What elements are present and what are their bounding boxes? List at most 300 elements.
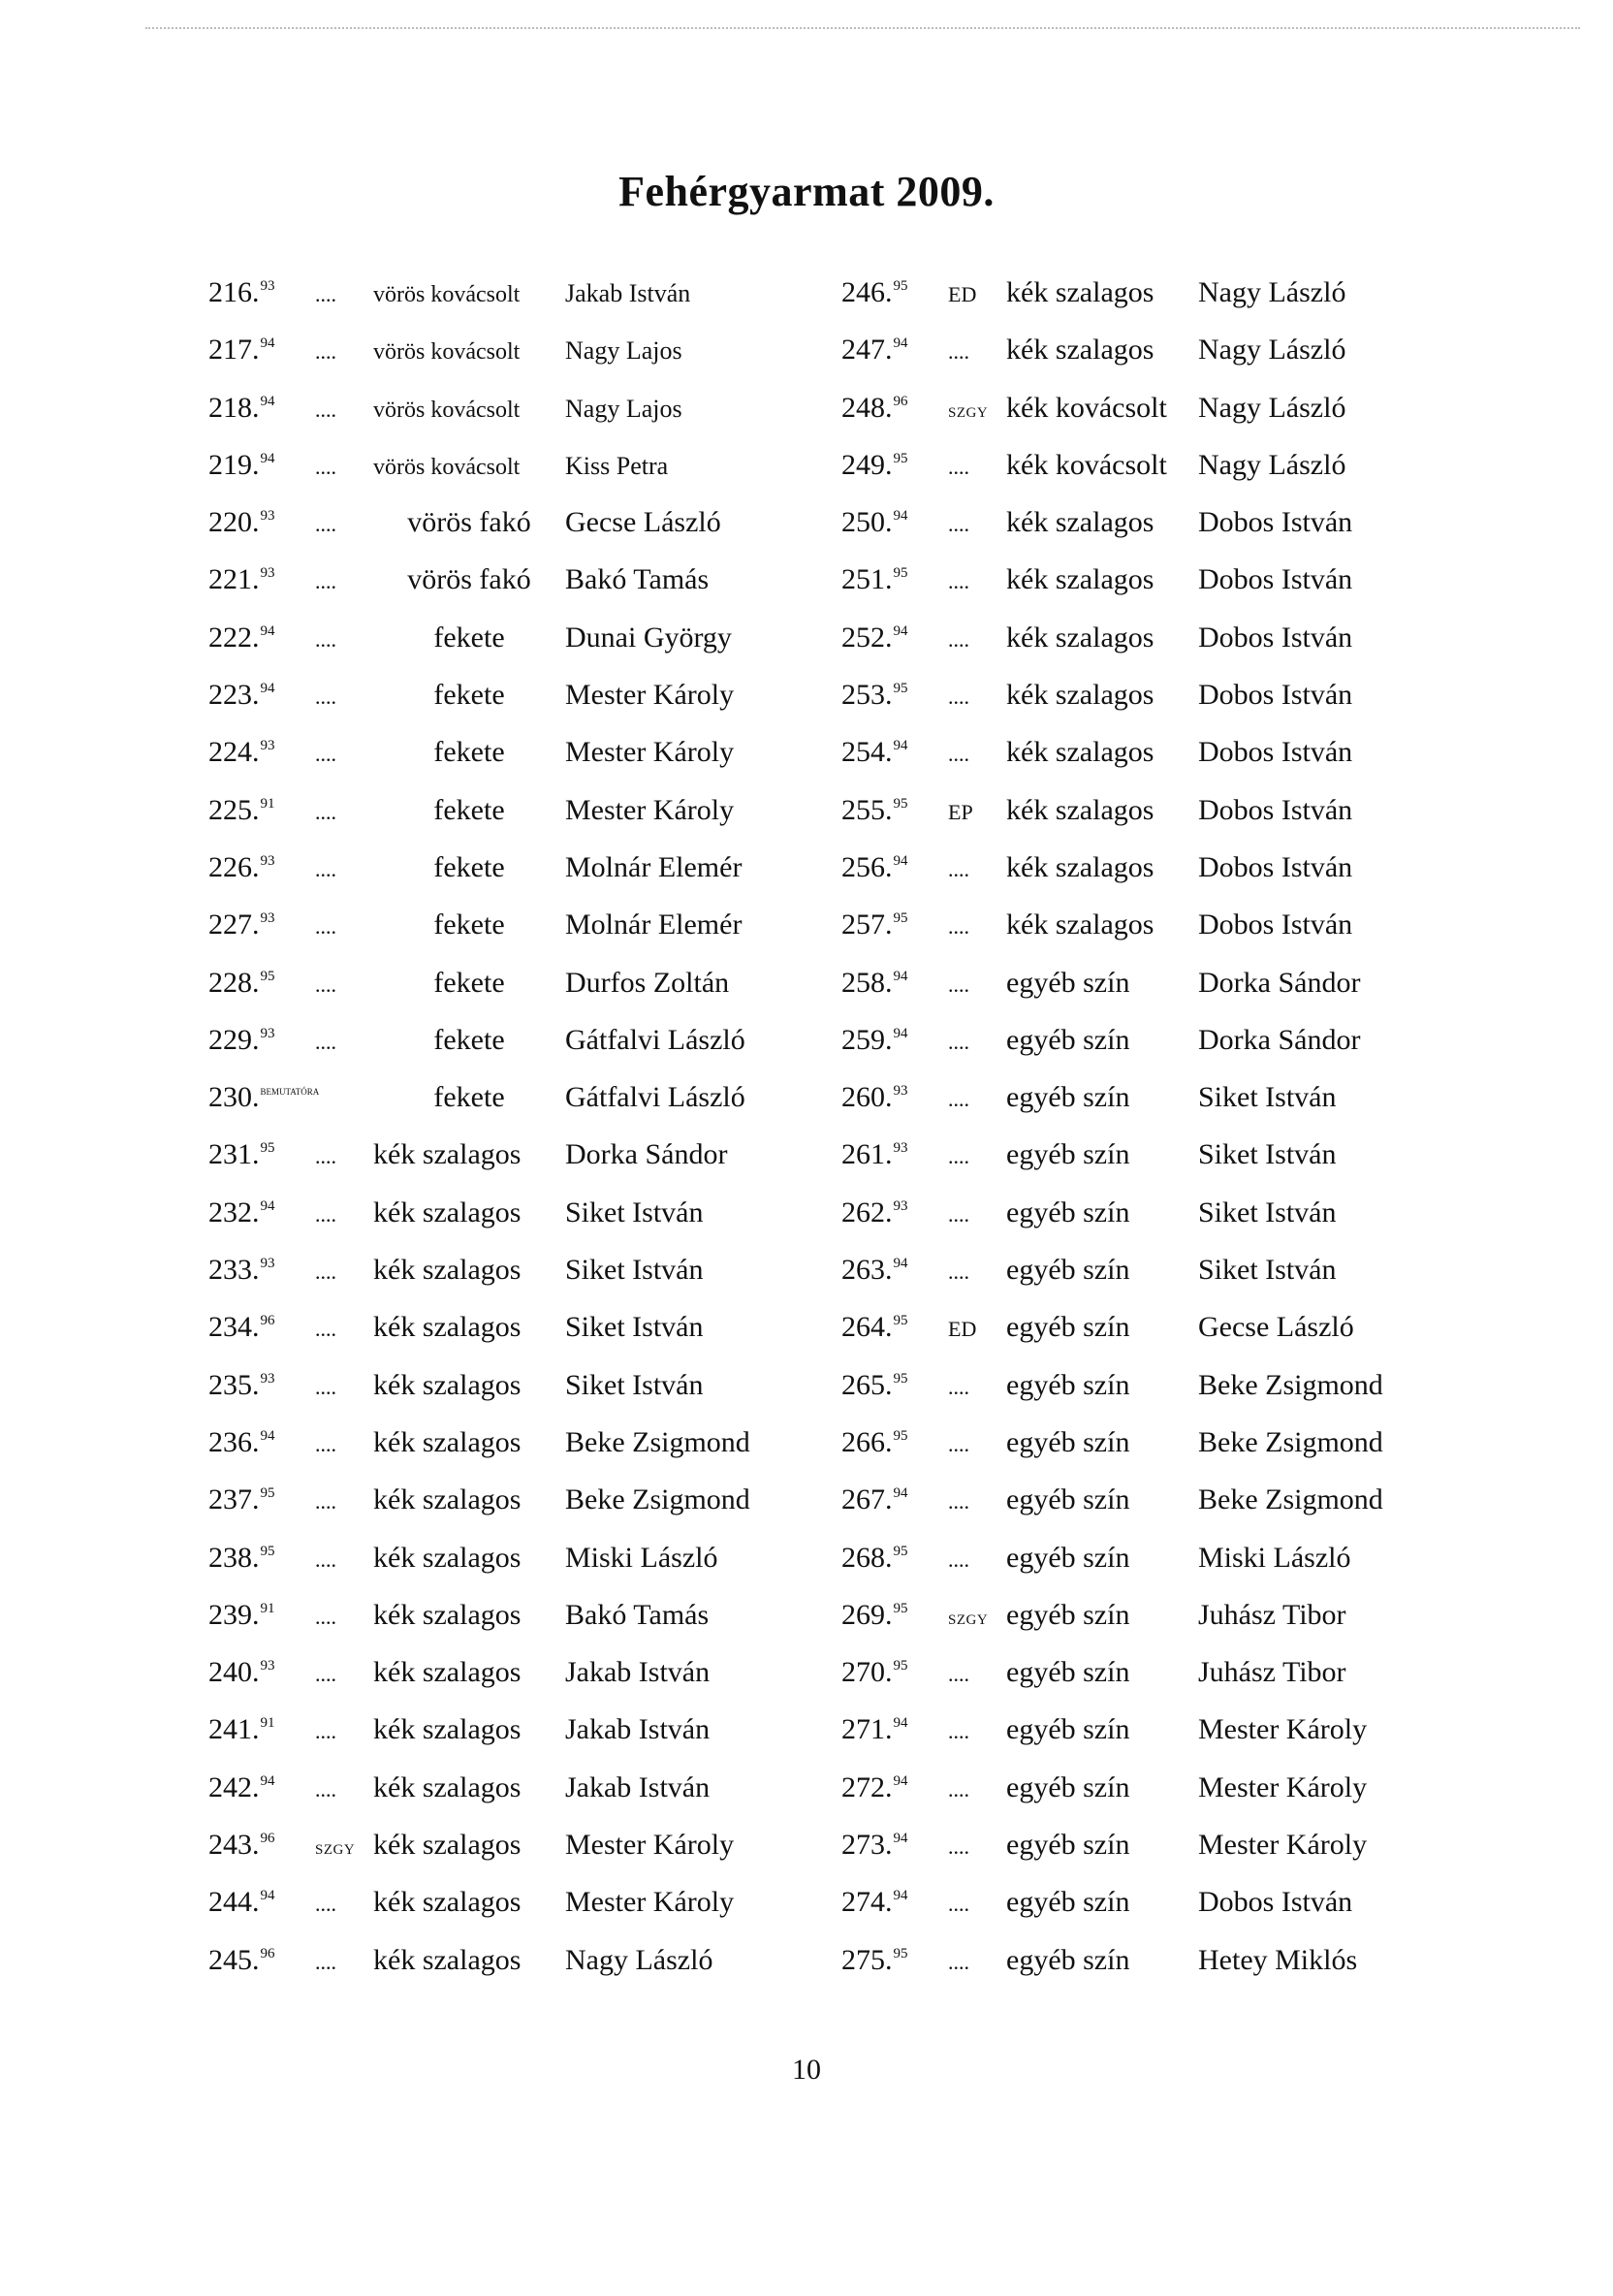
entry-number-value: 252. [841, 621, 893, 654]
entry-year: 93 [260, 738, 275, 754]
scan-edge-line [145, 27, 1580, 29]
entry-number-value: 220. [208, 506, 260, 539]
entry-number-value: 243. [208, 1829, 260, 1862]
entry-color: egyéb szín [1006, 1598, 1130, 1631]
list-item [841, 851, 1383, 909]
entry-number [841, 1713, 948, 1746]
entry-mark: .... [948, 972, 969, 997]
entry-number-value: 230. [208, 1081, 260, 1114]
entry-year: 95 [893, 278, 908, 294]
list-item [841, 622, 1383, 679]
entry-number [208, 449, 315, 482]
entry-mark: .... [948, 569, 969, 594]
entry-number-value: 235. [208, 1368, 260, 1401]
entry-mark: .... [315, 1260, 336, 1285]
entry-owner: Beke Zsigmond [1198, 1425, 1383, 1458]
entry-color: egyéb szín [1006, 1656, 1130, 1689]
entry-owner: Nagy László [1198, 391, 1346, 424]
entry-number-value: 249. [841, 448, 893, 481]
entry-year: 95 [893, 1313, 908, 1329]
entry-number-value: 234. [208, 1311, 260, 1344]
entry-owner: Dobos István [1198, 563, 1353, 596]
entry-number-value: 250. [841, 506, 893, 539]
entry-number [841, 851, 948, 884]
entry-color: kék szalagos [1006, 563, 1154, 596]
entry-number-value: 259. [841, 1023, 893, 1056]
entry-color: vörös fakó [407, 506, 531, 539]
right-column [841, 276, 1383, 2001]
entry-number-value: 268. [841, 1541, 893, 1574]
entry-owner: Dobos István [1198, 679, 1353, 712]
entry-mark: .... [315, 685, 336, 710]
entry-number [208, 679, 315, 712]
entry-color: kék szalagos [373, 1254, 522, 1287]
entry-owner: Mester Károly [1198, 1829, 1368, 1862]
entry-number [841, 334, 948, 367]
entry-number-value: 273. [841, 1829, 893, 1862]
entry-owner: Dobos István [1198, 850, 1353, 883]
list-item [208, 1311, 750, 1368]
list-item [208, 392, 750, 449]
entry-mark: .... [948, 1087, 969, 1112]
list-item [841, 736, 1383, 793]
entry-color: egyéb szín [1006, 1368, 1130, 1401]
entry-owner: Siket István [565, 1254, 704, 1287]
list-item [208, 622, 750, 679]
entry-mark: .... [948, 1374, 969, 1399]
list-item [841, 1196, 1383, 1254]
list-item [208, 1829, 750, 1886]
entry-color: egyéb szín [1006, 1425, 1130, 1458]
entry-number [841, 1771, 948, 1804]
entry-year: 94 [893, 335, 908, 352]
entry-color: kék szalagos [1006, 506, 1154, 539]
entry-year: 95 [893, 565, 908, 582]
entry-color: kék szalagos [373, 1541, 522, 1574]
list-item [841, 909, 1383, 966]
entry-year: 95 [260, 1140, 275, 1157]
list-item [208, 1196, 750, 1254]
entry-year: 96 [893, 393, 908, 409]
entry-number [208, 1196, 315, 1229]
list-item [841, 679, 1383, 736]
entry-number [208, 1369, 315, 1402]
entry-number-value: 266. [841, 1425, 893, 1458]
entry-owner: Durfos Zoltán [565, 966, 730, 999]
list-item [841, 563, 1383, 621]
entry-owner: Dorka Sándor [565, 1138, 728, 1171]
entry-number [208, 1886, 315, 1919]
entry-number-value: 227. [208, 909, 260, 941]
entry-year: 95 [893, 1543, 908, 1559]
entry-color: egyéb szín [1006, 1770, 1130, 1803]
entry-year: 95 [260, 1485, 275, 1502]
entry-owner: Beke Zsigmond [1198, 1483, 1383, 1516]
entry-number-value: 255. [841, 793, 893, 826]
entry-number-value: 228. [208, 966, 260, 999]
entry-number [208, 334, 315, 367]
entry-number [208, 794, 315, 827]
entry-number [841, 1599, 948, 1632]
entry-number [841, 1656, 948, 1689]
entry-color: egyéb szín [1006, 1023, 1130, 1056]
entry-number [841, 563, 948, 596]
list-item [841, 1254, 1383, 1311]
entry-number [841, 392, 948, 425]
entry-number [841, 1829, 948, 1862]
entry-year: 94 [893, 1888, 908, 1904]
entry-color: fekete [433, 1081, 505, 1114]
entry-number [208, 1024, 315, 1057]
entry-year: 95 [893, 1370, 908, 1387]
entry-year: 95 [893, 1427, 908, 1444]
entry-number-value: 216. [208, 276, 260, 308]
entry-number [208, 1311, 315, 1344]
entry-number-value: 225. [208, 793, 260, 826]
entry-number [208, 736, 315, 769]
entry-number-value: 238. [208, 1541, 260, 1574]
entry-owner: Gátfalvi László [565, 1023, 745, 1056]
list-item [208, 1138, 750, 1196]
entry-year: 94 [893, 1831, 908, 1847]
entry-owner: Bakó Tamás [565, 1598, 710, 1631]
list-item [208, 276, 750, 334]
entry-owner: Mester Károly [565, 1829, 735, 1862]
list-item [208, 1713, 750, 1770]
entry-year: 94 [260, 1427, 275, 1444]
entry-number-value: 275. [841, 1943, 893, 1976]
entry-color: kék szalagos [373, 1598, 522, 1631]
entry-number [208, 967, 315, 1000]
entry-number [208, 276, 315, 309]
page-title: Fehérgyarmat 2009. [618, 168, 995, 215]
entry-mark: .... [315, 1374, 336, 1399]
list-item [841, 1311, 1383, 1368]
entry-owner: Nagy László [1198, 276, 1346, 308]
entry-owner: Dobos István [1198, 736, 1353, 769]
list-item [841, 1944, 1383, 2001]
entry-owner: Mester Károly [1198, 1770, 1368, 1803]
entry-color: kék szalagos [373, 1770, 522, 1803]
list-item [208, 1542, 750, 1599]
entry-color: fekete [433, 793, 505, 826]
entry-color: vörös kovácsolt [373, 339, 521, 366]
entry-number [208, 1081, 320, 1114]
entry-year: 94 [260, 1197, 275, 1214]
entry-year: 94 [893, 1715, 908, 1732]
entry-owner: Bakó Tamás [565, 563, 710, 596]
entry-number [841, 1886, 948, 1919]
list-item [841, 1369, 1383, 1426]
list-item [841, 967, 1383, 1024]
entry-number-value: 218. [208, 391, 260, 424]
list-item [841, 1599, 1383, 1656]
entry-mark: .... [948, 1949, 969, 1974]
entry-owner: Siket István [1198, 1138, 1337, 1171]
entry-color: kék szalagos [373, 1829, 522, 1862]
entry-mark: SZGY [948, 404, 989, 421]
entry-mark: .... [315, 856, 336, 881]
entry-color: egyéb szín [1006, 1254, 1130, 1287]
entry-owner: Jakab István [565, 1713, 711, 1746]
entry-number-value: 240. [208, 1656, 260, 1689]
entry-color: kék szalagos [373, 1138, 522, 1171]
entry-color: egyéb szín [1006, 1713, 1130, 1746]
entry-number [841, 449, 948, 482]
entry-owner: Hetey Miklós [1198, 1943, 1358, 1976]
list-item [208, 851, 750, 909]
entry-mark: .... [315, 799, 336, 824]
list-item [208, 506, 750, 563]
entry-year: 93 [893, 1140, 908, 1157]
entry-number-value: 271. [841, 1713, 893, 1746]
entry-number [841, 736, 948, 769]
entry-mark: SZGY [948, 1611, 989, 1628]
entry-year: 94 [260, 393, 275, 409]
entry-color: kék szalagos [373, 1368, 522, 1401]
entry-number [208, 909, 315, 941]
entry-mark: .... [948, 1719, 969, 1744]
entry-mark: .... [948, 856, 969, 881]
entry-year: 95 [893, 910, 908, 927]
entry-number [208, 392, 315, 425]
entry-owner: Dobos István [1198, 1886, 1353, 1919]
entry-number-value: 232. [208, 1196, 260, 1228]
entry-number [841, 506, 948, 539]
entry-color: fekete [433, 736, 505, 769]
entry-year: 94 [893, 1025, 908, 1041]
entry-mark: .... [315, 1547, 336, 1572]
entry-number [841, 1369, 948, 1402]
entry-color: vörös fakó [407, 563, 531, 596]
entry-owner: Siket István [1198, 1196, 1337, 1228]
entry-mark: .... [948, 1144, 969, 1169]
entry-color: kék szalagos [1006, 909, 1154, 941]
entry-number [208, 1656, 315, 1689]
entry-number-value: 256. [841, 850, 893, 883]
entry-number-value: 253. [841, 679, 893, 712]
entry-year: 94 [893, 1485, 908, 1502]
entry-owner: Mester Károly [1198, 1713, 1368, 1746]
entry-number [208, 1771, 315, 1804]
entry-owner: Dunai György [565, 621, 732, 654]
entry-number [841, 1138, 948, 1171]
entry-year: 94 [893, 852, 908, 869]
left-column [208, 276, 750, 2001]
list-item [841, 1426, 1383, 1483]
entry-owner: Molnár Elemér [565, 909, 743, 941]
list-item [841, 1829, 1383, 1886]
entry-number-value: 231. [208, 1138, 260, 1171]
entry-number-value: 244. [208, 1886, 260, 1919]
entry-mark: .... [315, 569, 336, 594]
entry-color: egyéb szín [1006, 1886, 1130, 1919]
entry-mark: .... [315, 1892, 336, 1917]
entry-owner: Juhász Tibor [1198, 1656, 1346, 1689]
entry-number [841, 276, 948, 309]
entry-color: kék szalagos [1006, 850, 1154, 883]
entry-mark: .... [948, 1029, 969, 1054]
entry-year: 93 [260, 910, 275, 927]
entry-number-value: 241. [208, 1713, 260, 1746]
entry-color: fekete [433, 1023, 505, 1056]
entry-color: kék szalagos [373, 1656, 522, 1689]
entry-owner: Nagy Lajos [565, 394, 682, 423]
entry-mark: .... [315, 1604, 336, 1629]
entry-number-value: 217. [208, 334, 260, 367]
entry-number-value: 239. [208, 1598, 260, 1631]
entry-mark: .... [948, 1260, 969, 1285]
entry-owner: Mester Károly [565, 736, 735, 769]
entry-number [208, 506, 315, 539]
list-item [841, 392, 1383, 449]
entry-number [841, 1311, 948, 1344]
entry-number [208, 622, 315, 654]
entry-owner: Jakab István [565, 1770, 711, 1803]
entry-year: 94 [260, 1772, 275, 1789]
entry-owner: Mester Károly [565, 1886, 735, 1919]
entry-owner: Nagy Lajos [565, 336, 682, 366]
entry-year: 91 [260, 1600, 275, 1616]
list-item [841, 1656, 1383, 1713]
entry-number-value: 264. [841, 1311, 893, 1344]
entry-year: 94 [260, 450, 275, 466]
entry-number [208, 1483, 315, 1516]
entry-color: egyéb szín [1006, 1541, 1130, 1574]
entry-year: 94 [893, 508, 908, 525]
entry-owner: Miski László [1198, 1541, 1351, 1574]
entry-number [841, 1196, 948, 1229]
entry-number [208, 1254, 315, 1287]
entry-year: 93 [260, 278, 275, 294]
list-item [208, 794, 750, 851]
list-item [208, 967, 750, 1024]
entry-mark: .... [315, 1317, 336, 1342]
entry-mark: .... [948, 1547, 969, 1572]
list-item [208, 909, 750, 966]
entry-number-value: 254. [841, 736, 893, 769]
list-item [208, 1081, 750, 1138]
entry-owner: Gátfalvi László [565, 1081, 745, 1114]
entry-year: 96 [260, 1313, 275, 1329]
entry-color: kék szalagos [1006, 679, 1154, 712]
entry-number [841, 1254, 948, 1287]
entry-owner: Gecse László [565, 506, 721, 539]
entry-year: 93 [260, 508, 275, 525]
entry-number [208, 563, 315, 596]
entry-year: 94 [893, 738, 908, 754]
entry-color: kék szalagos [373, 1943, 522, 1976]
entry-color: egyéb szín [1006, 1311, 1130, 1344]
entry-number-value: 258. [841, 966, 893, 999]
entry-owner: Beke Zsigmond [565, 1483, 750, 1516]
entry-number-value: 236. [208, 1425, 260, 1458]
entry-year: 94 [260, 622, 275, 639]
entry-year: 95 [893, 681, 908, 697]
entry-number-value: 248. [841, 391, 893, 424]
entry-year: 94 [893, 968, 908, 984]
entry-color: egyéb szín [1006, 1081, 1130, 1114]
entry-color: egyéb szín [1006, 1196, 1130, 1228]
entry-owner: Beke Zsigmond [1198, 1368, 1383, 1401]
entry-color: vörös kovácsolt [373, 397, 521, 423]
entry-owner: Kiss Petra [565, 451, 669, 480]
entry-number [841, 1426, 948, 1459]
entry-color: egyéb szín [1006, 1483, 1130, 1516]
entry-year: 94 [260, 681, 275, 697]
entry-mark: .... [315, 454, 336, 479]
list-item [841, 1542, 1383, 1599]
entry-color: egyéb szín [1006, 1829, 1130, 1862]
list-item [208, 1483, 750, 1541]
entry-number [841, 1024, 948, 1057]
list-item [208, 1369, 750, 1426]
entry-year: 94 [260, 1888, 275, 1904]
entry-year: 93 [260, 565, 275, 582]
entry-number [841, 1483, 948, 1516]
entry-mark: .... [315, 972, 336, 997]
entry-number [841, 1081, 948, 1114]
entry-number [208, 851, 315, 884]
entry-number-value: 229. [208, 1023, 260, 1056]
entry-owner: Jakab István [565, 1656, 711, 1689]
entry-mark: .... [948, 914, 969, 940]
entry-owner: Jakab István [565, 279, 691, 307]
entry-number [841, 679, 948, 712]
entry-mark: .... [948, 1892, 969, 1917]
entry-year: 95 [893, 1658, 908, 1674]
entry-number [841, 909, 948, 941]
entry-owner: Nagy László [1198, 334, 1346, 367]
list-item [841, 1771, 1383, 1829]
entry-color: kék szalagos [373, 1483, 522, 1516]
list-item [841, 1024, 1383, 1081]
list-item [841, 276, 1383, 334]
entry-color: kék szalagos [373, 1425, 522, 1458]
entry-owner: Siket István [1198, 1081, 1337, 1114]
entry-mark: .... [948, 454, 969, 479]
entry-number [208, 1713, 315, 1746]
entry-number-value: 251. [841, 563, 893, 596]
entry-year: 94 [893, 622, 908, 639]
entry-mark: SZGY [315, 1842, 356, 1859]
entry-year: 93 [260, 1025, 275, 1041]
entry-mark: .... [948, 339, 969, 365]
entry-owner: Siket István [1198, 1254, 1337, 1287]
entry-year: BEMUTATÓRA [260, 1087, 320, 1098]
entry-mark: .... [948, 1489, 969, 1515]
entry-mark: .... [948, 685, 969, 710]
list-item [208, 334, 750, 391]
entry-owner: Juhász Tibor [1198, 1598, 1346, 1631]
entry-owner: Siket István [565, 1368, 704, 1401]
list-item [841, 1081, 1383, 1138]
entry-year: 96 [260, 1831, 275, 1847]
entry-color: egyéb szín [1006, 966, 1130, 999]
list-item [208, 1771, 750, 1829]
list-item [841, 1886, 1383, 1943]
entry-year: 95 [893, 1945, 908, 1961]
entry-number [208, 1426, 315, 1459]
entry-number [841, 1542, 948, 1575]
list-item [841, 449, 1383, 506]
entry-number-value: 224. [208, 736, 260, 769]
entry-number-value: 272. [841, 1770, 893, 1803]
entry-mark: ED [948, 1317, 977, 1342]
entry-mark: .... [948, 1201, 969, 1227]
entry-number-value: 247. [841, 334, 893, 367]
entry-number-value: 261. [841, 1138, 893, 1171]
